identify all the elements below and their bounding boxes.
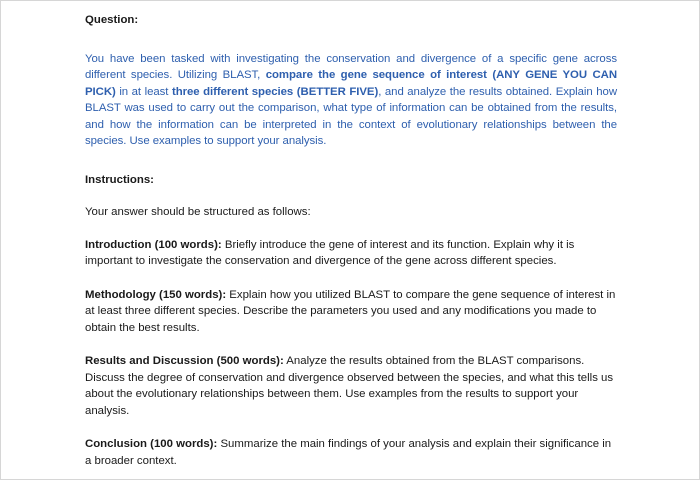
section-results-discussion [85,353,617,419]
section-text: Explain how you utilized BLAST to compare the gene sequence of interest in at least three different species. Describe the parameters you used and any modifications you made to obtain the best results. [85,288,616,334]
question-text-1: You have been tasked with investigating the conservation and divergence of a specific gene across different species. Utilizing BLAST, [85,52,617,81]
section-label: Methodology (150 words): [85,288,227,301]
document [85,12,617,469]
question-emphasis-species: three different species (BETTER FIVE) [171,85,379,98]
question-body [85,51,617,150]
question-heading: Question: [85,14,139,26]
section-text: Briefly introduce the gene of interest and its function. Explain why it is important to investigate the conservation and divergence of the gene across different species. [85,238,575,267]
question-emphasis-gene: compare the gene sequence of interest (ANY GENE YOU CAN PICK) [85,69,617,98]
section-label: Introduction (100 words): [85,238,222,251]
section-methodology [85,287,617,337]
section-label: Results and Discussion (500 words): [85,355,284,367]
section-text: Analyze the results obtained from the BLAST comparisons. Discuss the degree of conservation and divergence observed between the species, and what this tells us about the evolutionary relationships between them. Use examples from the results to support your analysis. [85,355,614,417]
section-text: Summarize the main findings of your analysis and explain their significance in a broader context. [85,438,612,467]
instructions-heading: Instructions: [85,173,154,186]
section-introduction [85,237,617,270]
question-text-3: , and analyze the results obtained. Explain how BLAST was used to carry out the comparison, what type of information can be obtained from the results, and how the information can be interpreted in the context of evolutionary relationships between the species. Use examples to support your analysis. [85,85,618,147]
section-label: Conclusion (100 words): [85,438,218,450]
section-conclusion [85,436,617,469]
instructions-intro: Your answer should be structured as follows: [85,206,311,218]
question-text-2: in at least [115,85,172,98]
